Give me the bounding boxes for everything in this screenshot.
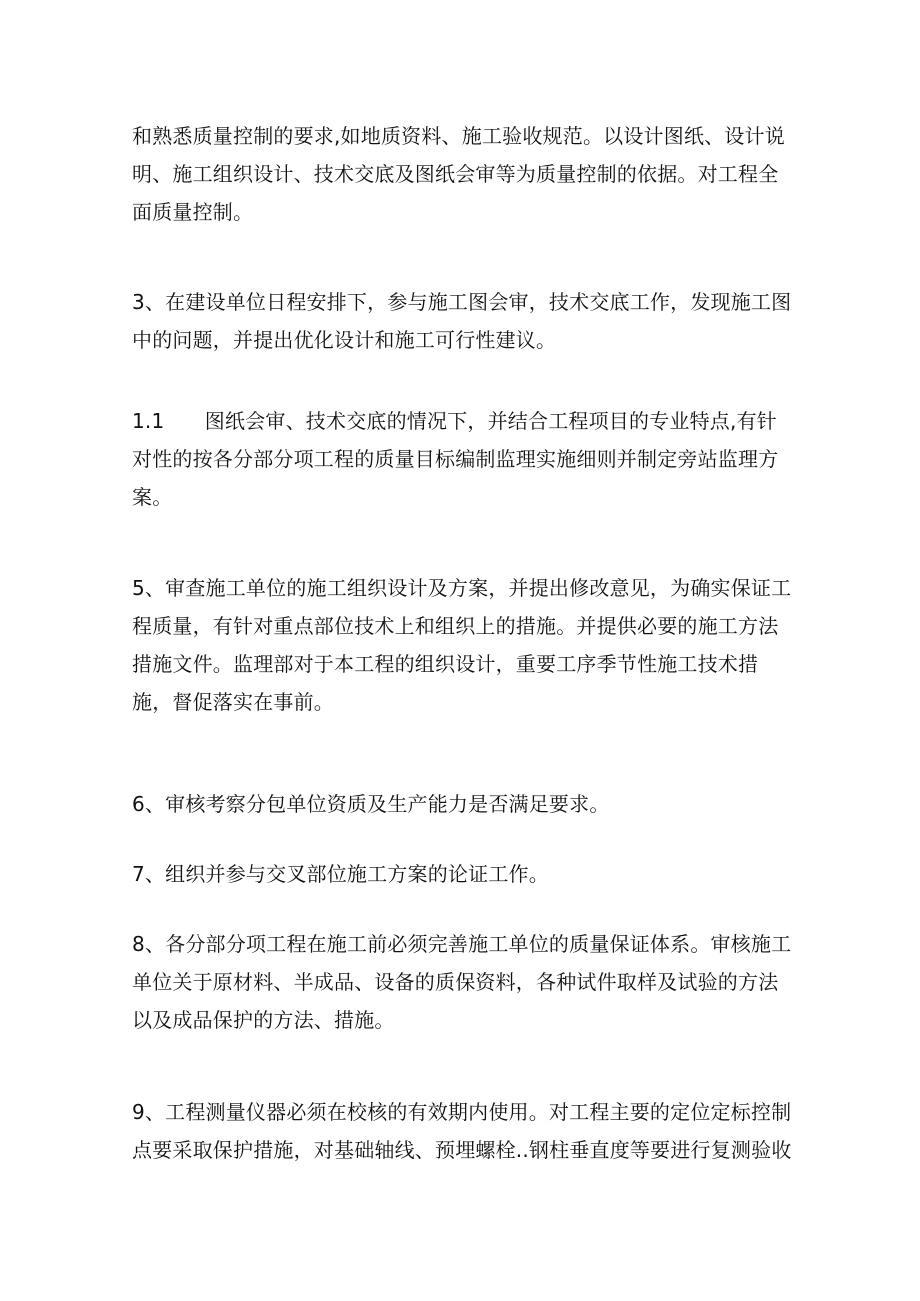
text-line: 单位关于原材料、半成品、设备的质保资料，各种试件取样及试验的方法 [132, 970, 779, 994]
paragraph-item-6 [132, 785, 802, 823]
text-line: 8、各分部分项工程在施工前必须完善施工单位的质量保证体系。审核施工 [132, 932, 792, 956]
paragraph-item-8 [132, 925, 802, 1039]
text-line: 5、审查施工单位的施工组织设计及方案，并提出修改意见，为确实保证工 [132, 576, 792, 600]
paragraph-item-9 [132, 1093, 802, 1169]
text-line: 和熟悉质量控制的要求,如地质资料、施工验收规范。以设计图纸、设计说 [132, 124, 785, 148]
text-line: 中的问题，并提出优化设计和施工可行性建议。 [132, 328, 557, 352]
text-line: 1.1 图纸会审、技术交底的情况下，并结合工程项目的专业特点,有针 [132, 409, 777, 433]
paragraph-quality-basis [132, 117, 802, 231]
text-line: 3、在建设单位日程安排下，参与施工图会审，技术交底工作，发现施工图 [132, 290, 792, 314]
text-line: 案。 [132, 485, 173, 509]
text-line: 措施文件。监理部对于本工程的组织设计，重要工序季节性施工技术措 [132, 652, 759, 676]
text-line: 程质量，有针对重点部位技术上和组织上的措施。并提供必要的施工方法 [132, 614, 779, 638]
text-line: 9、工程测量仪器必须在校核的有效期内使用。对工程主要的定位定标控制 [132, 1100, 792, 1124]
text-line: 以及成品保护的方法、措施。 [132, 1008, 395, 1032]
text-line: 6、审核考察分包单位资质及生产能力是否满足要求。 [132, 792, 610, 816]
text-line: 对性的按各分部分项工程的质量目标编制监理实施细则并制定旁站监理方 [132, 447, 779, 471]
paragraph-item-3 [132, 283, 802, 359]
text-line: 7、组织并参与交叉部位施工方案的论证工作。 [132, 862, 549, 886]
text-line: 点要采取保护措施，对基础轴线、预埋螺栓..钢柱垂直度等要进行复测验收 [132, 1138, 792, 1162]
paragraph-item-5 [132, 569, 802, 721]
text-line: 施，督促落实在事前。 [132, 690, 334, 714]
paragraph-item-1-1 [132, 402, 802, 516]
text-line: 面质量控制。 [132, 200, 254, 224]
paragraph-item-7 [132, 855, 802, 893]
text-line: 明、施工组织设计、技术交底及图纸会审等为质量控制的依据。对工程全 [132, 162, 779, 186]
